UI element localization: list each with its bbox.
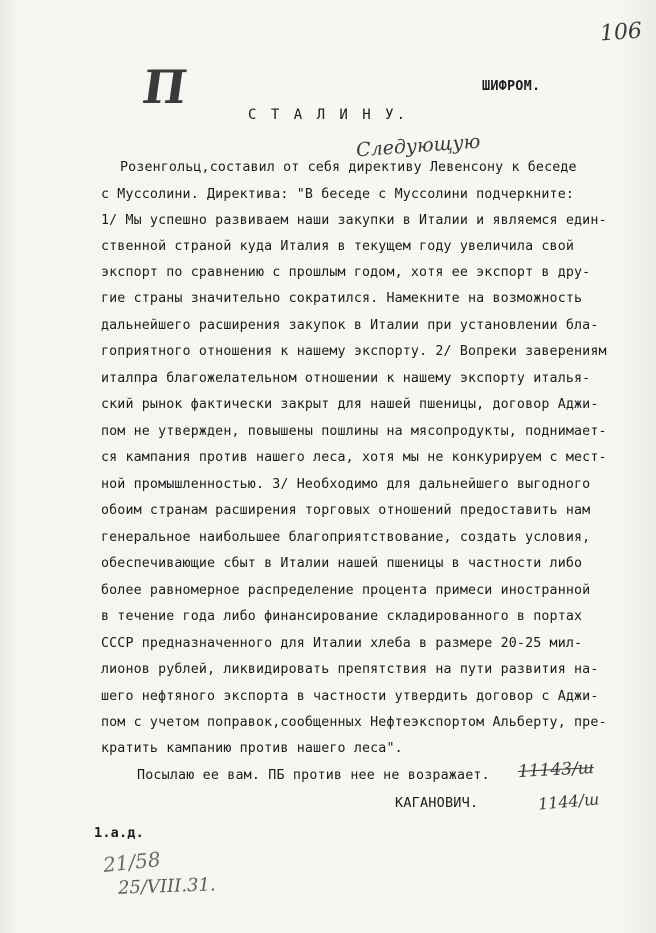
page-number: 106 xyxy=(599,18,643,47)
body-line: обеспечивающие сбыт в Италии нашей пшеницы в частности либо xyxy=(101,556,583,571)
date-note-2: 25/VIII.31. xyxy=(117,874,216,899)
body-line: шего нефтяного экспорта в частности утвердить договор с Аджи- xyxy=(101,689,599,704)
copies-note: 1.а.д. xyxy=(94,825,144,841)
classification-label: ШИФРОМ. xyxy=(482,78,541,94)
body-line: италпра благожелательном отношении к нашему экспорту италья- xyxy=(101,371,591,386)
body-line: гоприятного отношения к нашему экспорту. 2/ Вопреки заверениям xyxy=(101,344,607,359)
registration-number: 11143/ш xyxy=(517,758,595,782)
body-line: ся кампания против нашего леса, хотя мы не конкурируем с мест- xyxy=(101,450,607,465)
body-line: дальнейшего расширения закупок в Италии при установлении бла- xyxy=(101,318,599,333)
body-line: более равномерное распределение процента примеси иностранной xyxy=(101,583,591,598)
body-line: СССР предназначенного для Италии хлеба в размере 20-25 мил- xyxy=(101,636,583,651)
body-line: экспорт по сравнению с прошлым годом, хотя ее экспорт в дру- xyxy=(101,265,591,280)
signature: КАГАНОВИЧ. xyxy=(395,795,479,811)
body-line: лионов рублей, ликвидировать препятствия на пути развития на- xyxy=(101,662,599,677)
body-line: пом с учетом поправок,сообщенных Нефтеэкспортом Альберту, пре- xyxy=(101,715,607,730)
addressee-heading: С Т А Л И Н У. xyxy=(248,107,409,123)
body-line: ственной страной куда Италия в текущем году увеличила свой xyxy=(101,239,575,254)
body-line: Розенгольц,составил от себя директиву Левенсону к беседе xyxy=(120,160,577,175)
body-line: пом не утвержден, повышены пошлины на мясопродукты, поднимает- xyxy=(101,424,607,439)
body-line: генеральное наибольшее благоприятствование, создать условия, xyxy=(101,530,591,545)
body-line: кратить кампанию против нашего леса". xyxy=(101,741,403,756)
body-line: с Муссолини. Директива: "В беседе с Муссолини подчеркните: xyxy=(101,187,575,202)
margin-mark: П xyxy=(139,60,191,114)
body-line: гие страны значительно сократился. Намекните на возможность xyxy=(101,291,583,306)
body-line: в течение года либо финансирование складированного в портах xyxy=(101,609,583,624)
date-note-1: 21/58 xyxy=(101,847,162,877)
body-line: ский рынок фактически закрыт для нашей пшеницы, договор Аджи- xyxy=(101,397,599,412)
body-line: 1/ Мы успешно развиваем наши закупки в Италии и являемся един- xyxy=(101,213,607,228)
body-line: ной промышленностью. 3/ Необходимо для дальнейшего выгодного xyxy=(101,477,591,492)
handwritten-insert: Следующую xyxy=(355,130,482,162)
closing-line: Посылаю ее вам. ПБ против нее не возражает. xyxy=(137,768,490,783)
registration-number-2: 1144/ш xyxy=(537,789,600,814)
body-line: обоим странам расширения торговых отношений предоставить нам xyxy=(101,503,591,518)
